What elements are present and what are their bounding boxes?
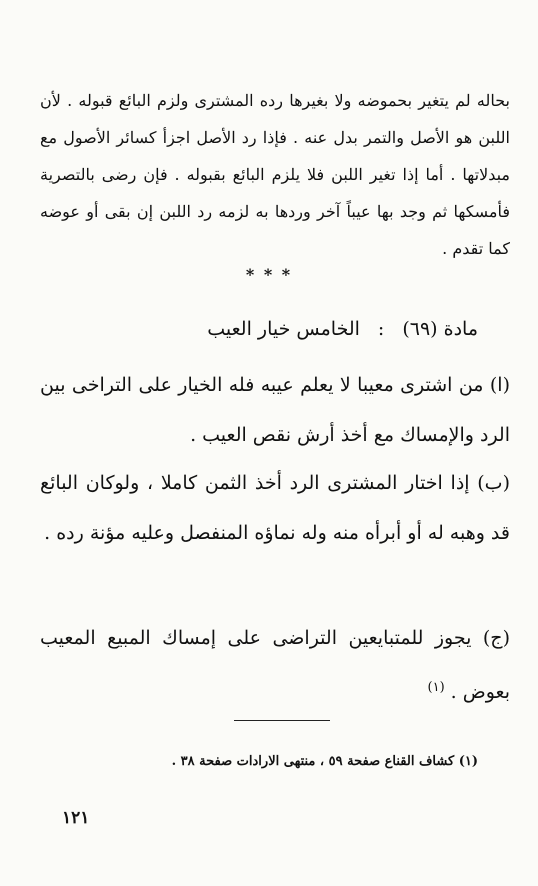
article-title: الخامس خيار العيب [207,318,360,340]
clause-b: (ب) إذا اختار المشترى الرد أخذ الثمن كاملا ، ولوكان البائع قد وهبه له أو أبرأه منه وله نماؤه المنفصل وعليه مؤنة رده . [40,472,510,544]
footnote: (١) كشاف القناع صفحة ٥٩ ، منتهى الارادات صفحة ٣٨ . [171,754,478,769]
section-separator: * * * [245,265,293,284]
clause-c [40,613,510,717]
article-heading [207,318,478,340]
body-paragraph: بحاله لم يتغير بحموضه ولا بغيرها رده المشترى ولزم البائع قبوله . لأن اللبن هو الأصل والتمر بدل عنه . فإذا رد الأصل اجزأ كسائر الأصول مع مبدلاتها . أما إذا تغير اللبن فلا يلزم البائع بقبوله . فإن رضى بالتصرية فأمسكها ثم وجد بها عيباً آخر وردها به لزمه رد اللبن إن بقى أو عوضه كما تقدم . [40,91,510,258]
clause-c-text: (ج) يجوز للمتبايعين التراضى على إمساك المبيع المعيب بعوض . [40,627,510,703]
clause-a: (ا) من اشترى معيبا لا يعلم عيبه فله الخيار على التراخى بين الرد والإمساك مع أخذ أرش نقص العيب . [40,374,510,446]
footnote-reference: (١) [427,680,445,695]
page-number: ١٢١ [62,808,90,828]
article-number: مادة (٦٩) [402,318,478,340]
footnote-divider [234,720,330,721]
heading-separator: : [377,318,385,340]
